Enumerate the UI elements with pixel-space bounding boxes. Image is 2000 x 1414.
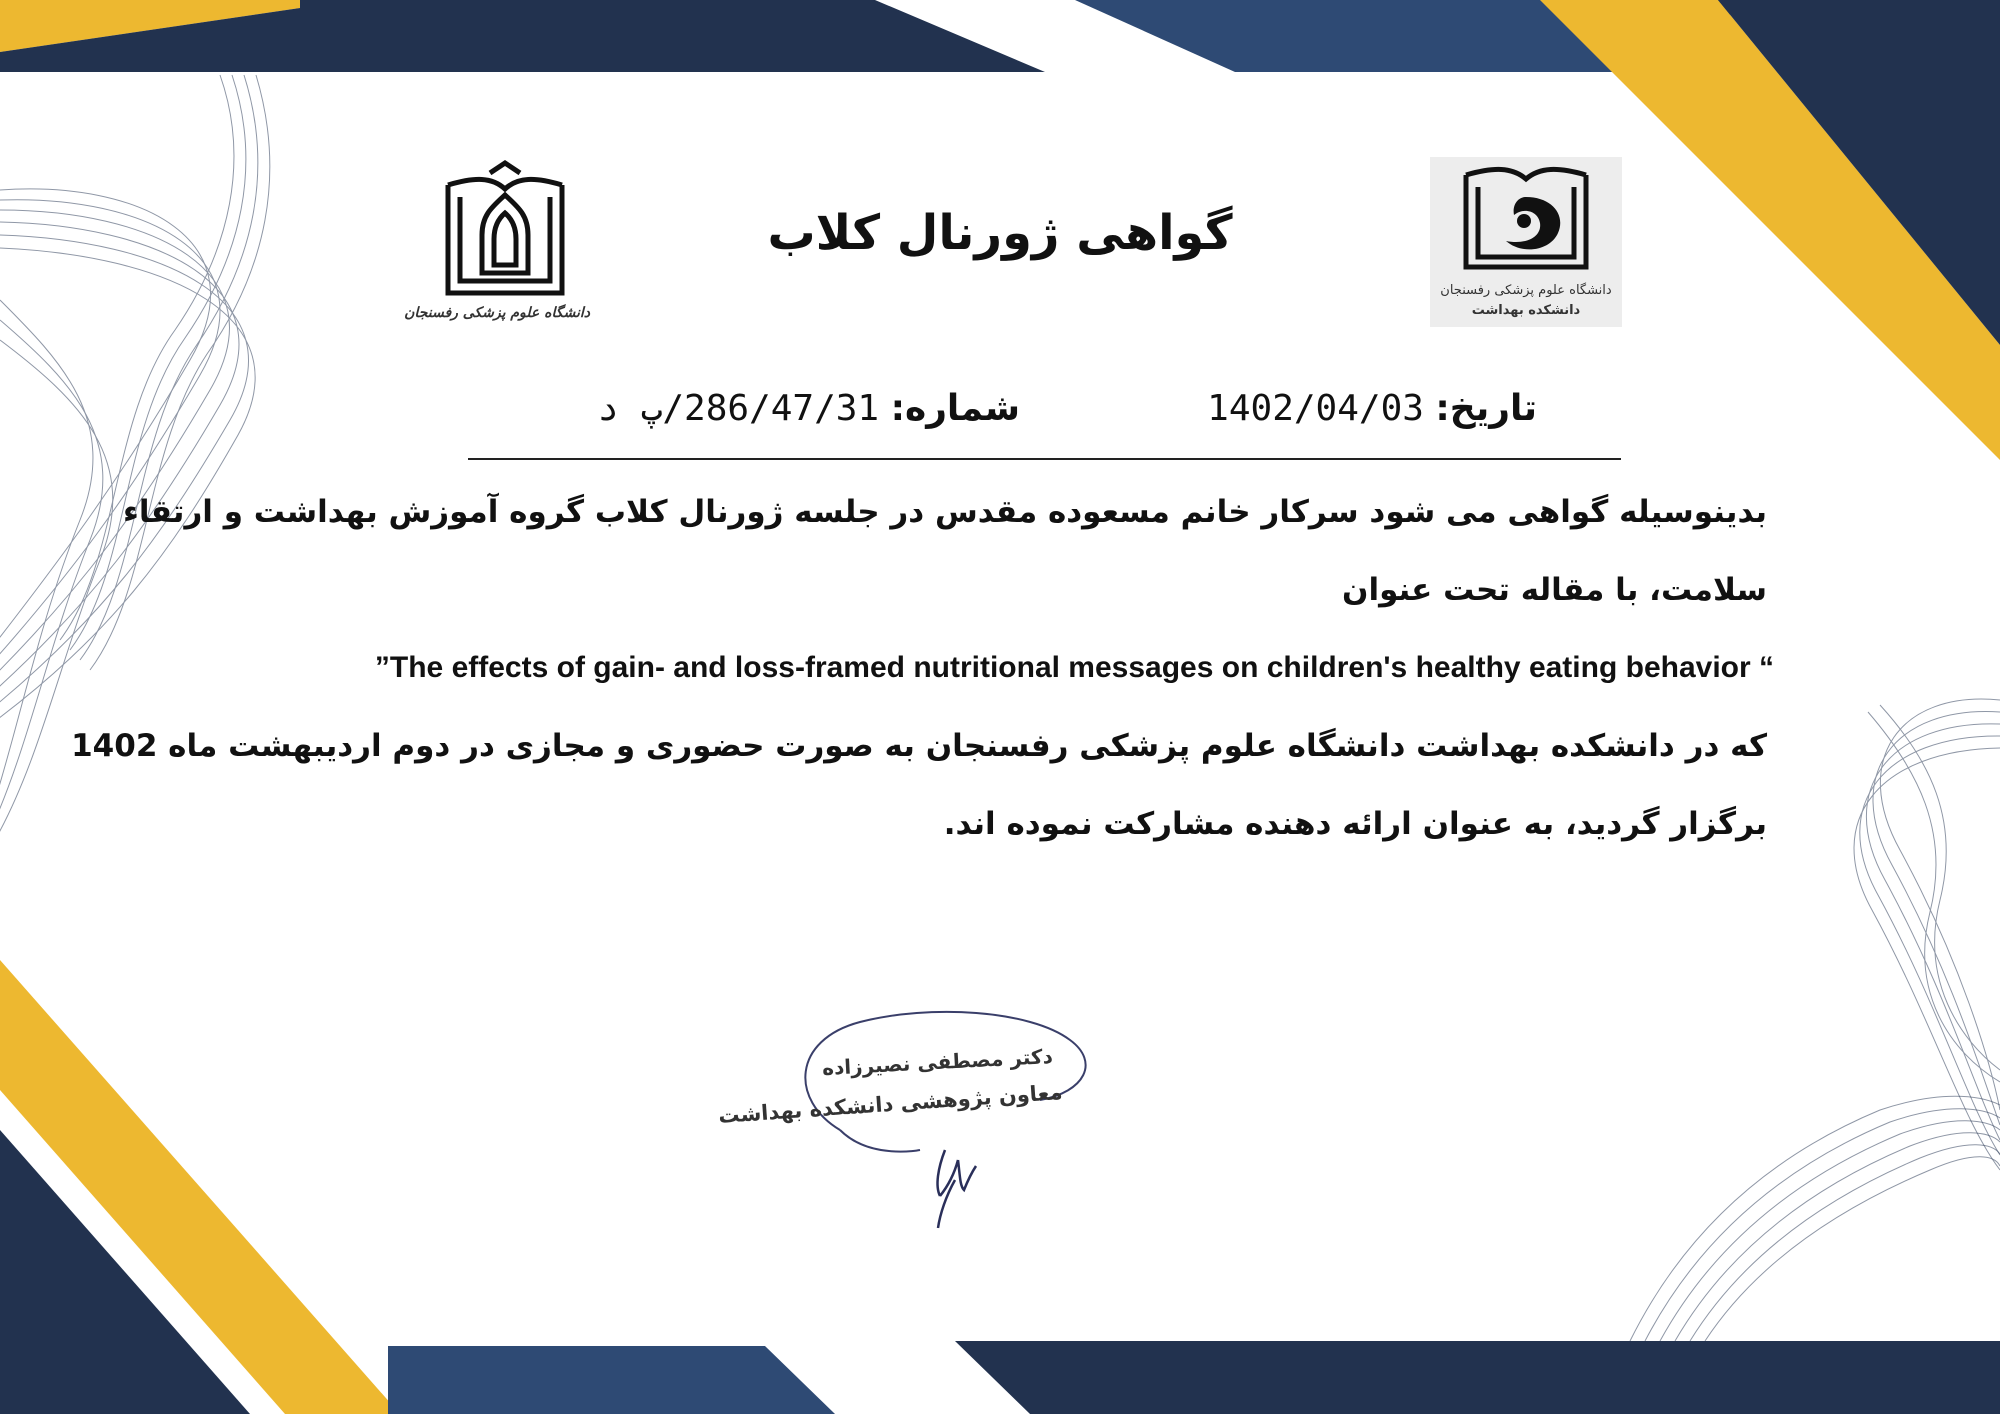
bottom-right-wave-lines	[1630, 1096, 2000, 1341]
left-wave-lines	[0, 75, 270, 840]
header-divider	[468, 458, 1621, 460]
university-logo	[404, 155, 590, 335]
date-label: تاریخ:	[1435, 388, 1537, 429]
body-line-4: برگزار گردید، به عنوان ارائه دهنده مشارکت نموده اند.	[943, 806, 1767, 842]
body-line-3: که در دانشکده بهداشت دانشگاه علوم پزشکی رفسنجان به صورت حضوری و مجازی در دوم اردیبهشت ماه 1402	[71, 728, 1767, 764]
faculty-logo	[1430, 157, 1622, 327]
number-value: 286/47/31/پ د	[597, 388, 880, 429]
faculty-logo-caption-2: دانشکده بهداشت	[1471, 303, 1581, 318]
university-logo-caption: دانشگاه علوم پزشکی رفسنجان	[404, 305, 590, 321]
university-emblem-icon	[430, 155, 580, 305]
top-center-blue-band	[1075, 0, 1615, 72]
faculty-logo-caption-1: دانشگاه علوم پزشکی رفسنجان	[1440, 283, 1612, 298]
right-wave-lines	[1854, 699, 2000, 1170]
health-faculty-emblem-icon	[1430, 157, 1622, 277]
bottom-right-navy-band	[955, 1341, 2000, 1414]
date-value: 1402/04/03	[1207, 388, 1424, 429]
number-field	[597, 388, 1020, 438]
date-field	[1207, 388, 1537, 438]
article-title: ”The effects of gain- and loss-framed nutritional messages on children's healthy eating behavior “	[374, 651, 1774, 684]
body-line-1: بدینوسیله گواهی می شود سرکار خانم مسعوده مقدس در جلسه ژورنال کلاب گروه آموزش بهداشت و ارتقاء	[123, 494, 1767, 530]
signatory-name: دکتر مصطفی نصیرزاده	[821, 1043, 1054, 1081]
signatory-role: معاون پژوهشی دانشکده بهداشت	[717, 1080, 1064, 1128]
signature-block	[717, 1000, 1130, 1240]
certificate-title: گواهی ژورنال کلاب	[767, 205, 1233, 261]
number-label: شماره:	[890, 388, 1020, 429]
bottom-center-blue-band	[388, 1346, 835, 1414]
body-line-2: سلامت، با مقاله تحت عنوان	[1342, 572, 1767, 608]
